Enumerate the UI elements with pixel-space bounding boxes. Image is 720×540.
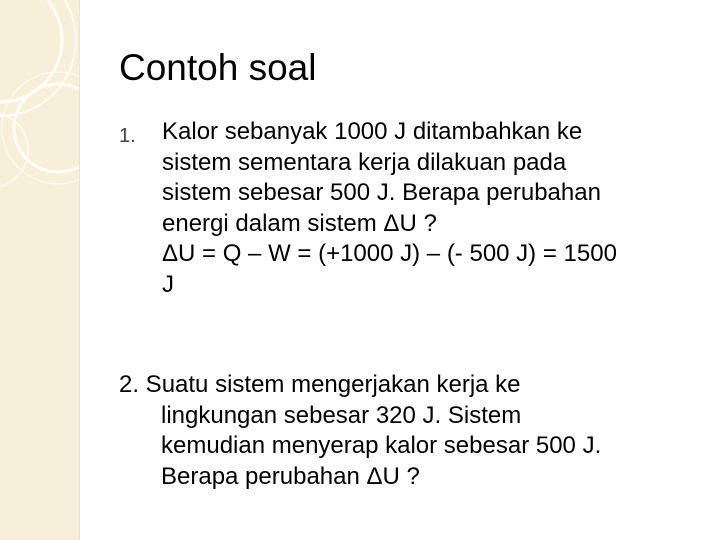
question-2-line: kemudian menyerap kalor sebesar 500 J.: [161, 432, 602, 459]
question-2-line: 2. Suatu sistem mengerjakan kerja ke: [119, 371, 521, 398]
slide-title: Contoh soal: [119, 47, 317, 88]
question-2-line: lingkungan sebesar 320 J. Sistem: [161, 401, 522, 429]
question-1-line: sistem sementara kerja dilakuan pada: [162, 148, 567, 176]
decorative-rings-graphic: [0, 0, 80, 540]
question-1-answer-line: ΔU = Q – W = (+1000 J) – (- 500 J) = 1500: [162, 240, 617, 267]
question-1-line: Kalor sebanyak 1000 J ditambahkan ke: [162, 118, 583, 145]
question-1-line: sistem sebesar 500 J. Berapa perubahan: [162, 179, 601, 206]
decorative-side-strip: [0, 0, 80, 540]
question-2-line: Berapa perubahan ΔU ?: [161, 462, 420, 490]
question-1-body: [162, 117, 702, 300]
question-1-number: 1.: [119, 125, 136, 147]
question-2: [119, 370, 704, 492]
question-1-line: energi dalam sistem ΔU ?: [162, 209, 437, 237]
question-1-answer-line: J: [162, 270, 174, 298]
